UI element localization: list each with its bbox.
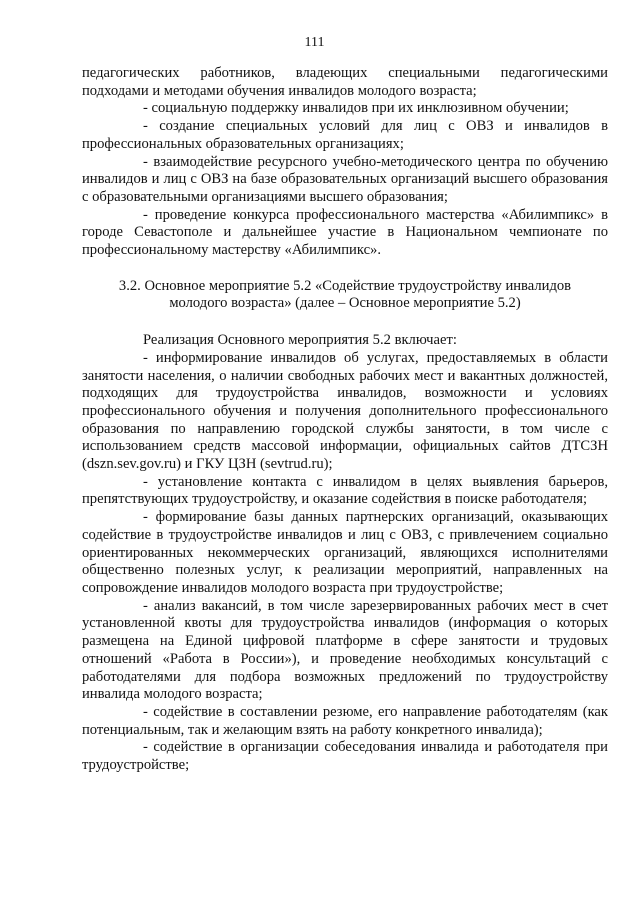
list-item-social-support: - социальную поддержку инвалидов при их инклюзивном обучении; (143, 100, 569, 117)
list-item-interview: - содействие в организации собеседования инвалида и работодателя при трудоустройстве; (82, 739, 608, 774)
spacer (82, 313, 608, 332)
list-item-informing: - информирование инвалидов об услугах, предоставляемых в области занятости населения, о наличии свободных рабочих мест и вакантных должностей, подходящих для трудоустройства инвалидов, возможности и условиях профессионального обучения и получения дополнительного профессионального образования по направлению городской службы занятости, в том числе с использованием средств массовой информации, официальных сайтов ДТСЗН (dszn.sev.gov.ru) и ГКУ ЦЗН (sevtrud.ru); (82, 349, 608, 473)
list-item-resource-center: - взаимодействие ресурсного учебно-методического центра по обучению инвалидов и лиц с ОВЗ на базе образовательных организаций высшего образования с образовательными организациями высшего образования; (82, 153, 608, 205)
list-item-resume: - содействие в составлении резюме, его направление работодателям (как потенциальным, так и желающим взять на работу конкретного инвалида); (82, 703, 608, 738)
paragraph-continuation: педагогических работников, владеющих специальными педагогическими подходами и методами обучения инвалидов молодого возраста; (82, 65, 608, 99)
list-item-special-conditions: - создание специальных условий для лиц с ОВЗ и инвалидов в профессиональных образовательных организациях; (82, 118, 608, 152)
section-intro: Реализация Основного мероприятия 5.2 включает: (143, 332, 457, 349)
page-body (82, 65, 608, 775)
page-number: 111 (304, 35, 325, 50)
list-item-abilympics: - проведение конкурса профессионального мастерства «Абилимпикс» в городе Севастополе и дальнейшее участие в Национальном чемпионате по профессиональному мастерству «Абилимпикс». (82, 206, 608, 259)
section-heading: 3.2. Основное мероприятие 5.2 «Содействие трудоустройству инвалидов молодого возраста» (далее – Основное мероприятие 5.2) (118, 277, 572, 312)
spacer (82, 260, 608, 278)
list-item-partner-database: - формирование базы данных партнерских организаций, оказывающих содействие в трудоустройстве инвалидов и лиц с ОВЗ, с привлечением социально ориентированных некоммерческих организаций, являющихся исполнителями общественно полезных услуг, к реализации мероприятий, направленных на сопровождение инвалидов молодого возраста при трудоустройстве; (82, 509, 608, 596)
list-item-vacancy-analysis: - анализ вакансий, в том числе зарезервированных рабочих мест в счет установленной квоты для трудоустройства инвалидов (информация о которых размещена на Единой цифровой платформе в сфере занятости и трудовых отношений «Работа в России»), и проведение необходимых консультаций с работодателями для подбора возможных предложений по трудоустройству инвалида молодого возраста; (82, 597, 608, 703)
list-item-contact: - установление контакта с инвалидом в целях выявления барьеров, препятствующих трудоустройству, и оказание содействия в поиске работодателя; (82, 473, 608, 508)
